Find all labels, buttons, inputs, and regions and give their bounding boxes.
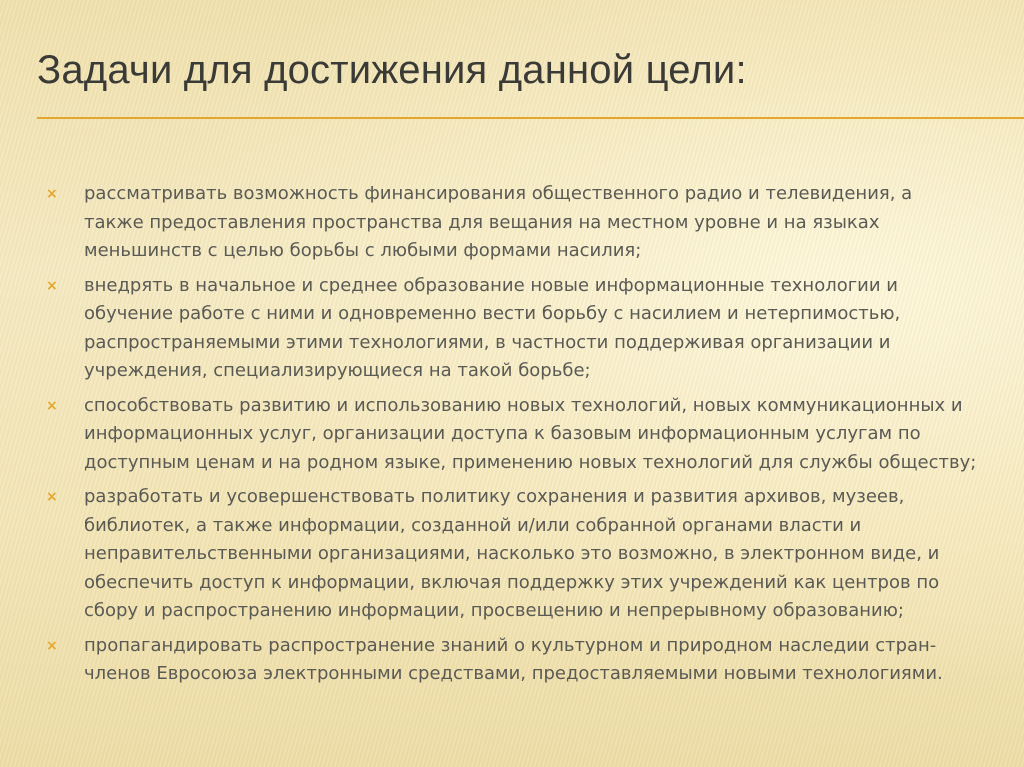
list-item-text xyxy=(84,392,1006,478)
list-item-line: распространяемыми этими технологиями, в частности поддерживая организации и xyxy=(84,331,891,353)
list-item-line: обучение работе с ними и одновременно вести борьбу с насилием и нетерпимостью, xyxy=(84,303,901,324)
list-item-line: доступным ценам и на родном языке, применению новых технологий для службы обществу; xyxy=(84,451,977,473)
list-item-line: способствовать развитию и использованию новых технологий, новых коммуникационных и xyxy=(84,394,963,416)
list-item-line: обеспечить доступ к информации, включая поддержку этих учреждений как центров по xyxy=(84,571,940,593)
list-item-line: учреждения, специализирующиеся на такой борьбе; xyxy=(84,360,591,381)
list-item-line: неправительственными организациями, насколько это возможно, в электронном виде, и xyxy=(84,543,940,564)
list-item-line: внедрять в начальное и среднее образование новые информационные технологии и xyxy=(84,274,898,296)
slide-title: Задачи для достижения данной цели: xyxy=(37,48,747,92)
list-item-line: также предоставления пространства для вещания на местном уровне и на языках xyxy=(84,211,880,233)
list-item xyxy=(46,272,1006,386)
list-item-line: членов Евросоюза электронными средствами, предоставляемыми новыми технологиями. xyxy=(84,663,943,684)
x-mark-icon: × xyxy=(46,277,58,294)
list-item xyxy=(46,483,1006,626)
list-item-line: рассматривать возможность финансирования общественного радио и телевидения, а xyxy=(84,183,913,204)
x-mark-icon: × xyxy=(46,186,58,202)
list-item-text xyxy=(84,632,1006,689)
bullet-list xyxy=(46,180,1006,695)
x-mark-icon: × xyxy=(46,637,58,654)
title-divider xyxy=(37,117,1024,119)
x-mark-icon: × xyxy=(46,397,58,414)
list-item-line: информационных услуг, организации доступа к базовым информационным услугам по xyxy=(84,423,921,444)
x-mark-icon: × xyxy=(46,489,58,505)
list-item-line: меньшинств с целью борьбы с любыми формами насилия; xyxy=(84,240,642,261)
list-item xyxy=(46,180,1006,266)
list-item xyxy=(46,392,1006,478)
list-item xyxy=(46,632,1006,689)
list-item-text xyxy=(84,483,1006,626)
list-item-line: библиотек, а также информации, созданной и/или собранной органами власти и xyxy=(84,514,862,536)
list-item-line: пропагандировать распространение знаний о культурном и природном наследии стран- xyxy=(84,634,937,656)
list-item-text xyxy=(84,272,1006,386)
list-item-line: сбору и распространению информации, просвещению и непрерывному образованию; xyxy=(84,600,904,621)
list-item-line: разработать и усовершенствовать политику сохранения и развития архивов, музеев, xyxy=(84,486,905,507)
list-item-text xyxy=(84,180,1006,266)
